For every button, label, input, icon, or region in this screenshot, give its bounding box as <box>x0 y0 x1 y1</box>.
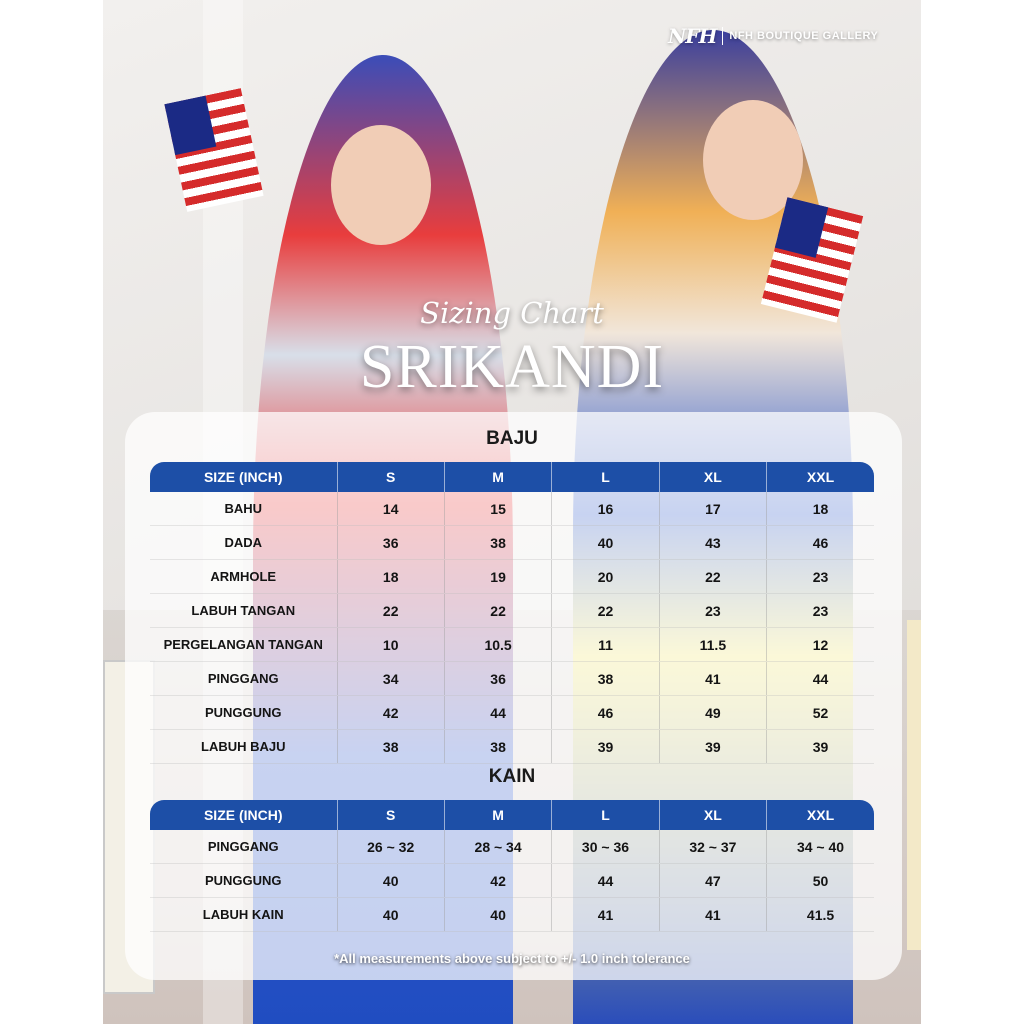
brand-watermark <box>668 24 878 48</box>
size-value: 41 <box>659 662 766 696</box>
table-row <box>150 594 874 628</box>
size-value: 42 <box>444 864 551 898</box>
size-value: 22 <box>337 594 444 628</box>
table-row <box>150 662 874 696</box>
size-value: 18 <box>337 560 444 594</box>
table-row <box>150 730 874 764</box>
size-value: 43 <box>659 526 766 560</box>
kain-header-row <box>150 800 874 830</box>
size-value: 44 <box>444 696 551 730</box>
row-label: PUNGGUNG <box>150 696 337 730</box>
header-l: L <box>552 462 659 492</box>
size-value: 47 <box>659 864 766 898</box>
size-value: 40 <box>337 898 444 932</box>
size-value: 11.5 <box>659 628 766 662</box>
size-value: 22 <box>659 560 766 594</box>
size-value: 22 <box>552 594 659 628</box>
size-value: 23 <box>767 594 874 628</box>
baju-header-row <box>150 462 874 492</box>
row-label: LABUH TANGAN <box>150 594 337 628</box>
size-value: 44 <box>767 662 874 696</box>
brand-logo: NFH <box>668 24 717 48</box>
row-label: PERGELANGAN TANGAN <box>150 628 337 662</box>
header-xl: XL <box>659 800 766 830</box>
size-value: 26 ~ 32 <box>337 830 444 864</box>
header-xxl: XXL <box>767 462 874 492</box>
row-label: PUNGGUNG <box>150 864 337 898</box>
size-value: 38 <box>444 730 551 764</box>
size-value: 38 <box>552 662 659 696</box>
row-label: LABUH BAJU <box>150 730 337 764</box>
size-value: 10 <box>337 628 444 662</box>
size-value: 22 <box>444 594 551 628</box>
size-value: 36 <box>444 662 551 696</box>
brand-divider <box>722 27 723 45</box>
size-value: 41 <box>552 898 659 932</box>
header-xxl: XXL <box>767 800 874 830</box>
size-value: 40 <box>337 864 444 898</box>
header-size-label: SIZE (INCH) <box>150 800 337 830</box>
header-s: S <box>337 800 444 830</box>
size-value: 14 <box>337 492 444 526</box>
size-value: 39 <box>552 730 659 764</box>
table-row <box>150 526 874 560</box>
size-value: 40 <box>552 526 659 560</box>
kain-size-table <box>150 800 874 932</box>
header-xl: XL <box>659 462 766 492</box>
size-value: 11 <box>552 628 659 662</box>
size-value: 44 <box>552 864 659 898</box>
size-value: 39 <box>659 730 766 764</box>
size-value: 30 ~ 36 <box>552 830 659 864</box>
row-label: LABUH KAIN <box>150 898 337 932</box>
size-value: 41.5 <box>767 898 874 932</box>
size-value: 36 <box>337 526 444 560</box>
size-value: 49 <box>659 696 766 730</box>
kain-heading: KAIN <box>488 766 536 787</box>
size-value: 34 <box>337 662 444 696</box>
size-value: 46 <box>767 526 874 560</box>
size-value: 32 ~ 37 <box>659 830 766 864</box>
table-row <box>150 628 874 662</box>
chart-title: SRIKANDI <box>359 333 665 401</box>
model-left-face <box>331 125 431 245</box>
header-l: L <box>552 800 659 830</box>
baju-heading: BAJU <box>486 428 538 449</box>
table-row <box>150 830 874 864</box>
size-value: 38 <box>337 730 444 764</box>
row-label: DADA <box>150 526 337 560</box>
header-m: M <box>444 800 551 830</box>
size-value: 38 <box>444 526 551 560</box>
size-value: 15 <box>444 492 551 526</box>
size-value: 17 <box>659 492 766 526</box>
row-label: BAHU <box>150 492 337 526</box>
size-value: 34 ~ 40 <box>767 830 874 864</box>
size-value: 23 <box>767 560 874 594</box>
row-label: PINGGANG <box>150 830 337 864</box>
size-value: 18 <box>767 492 874 526</box>
size-value: 39 <box>767 730 874 764</box>
size-value: 16 <box>552 492 659 526</box>
row-label: PINGGANG <box>150 662 337 696</box>
table-row <box>150 898 874 932</box>
size-value: 10.5 <box>444 628 551 662</box>
size-value: 42 <box>337 696 444 730</box>
brand-name: NFH BOUTIQUE GALLERY <box>729 30 879 42</box>
header-size-label: SIZE (INCH) <box>150 462 337 492</box>
table-row <box>150 560 874 594</box>
chart-subtitle: Sizing Chart <box>420 296 604 330</box>
header-m: M <box>444 462 551 492</box>
table-row <box>150 864 874 898</box>
tolerance-note: *All measurements above subject to +/- 1.0 inch tolerance <box>334 951 690 966</box>
size-value: 46 <box>552 696 659 730</box>
header-s: S <box>337 462 444 492</box>
baju-size-table <box>150 462 874 764</box>
table-row <box>150 492 874 526</box>
size-value: 41 <box>659 898 766 932</box>
size-value: 12 <box>767 628 874 662</box>
size-value: 52 <box>767 696 874 730</box>
size-value: 19 <box>444 560 551 594</box>
size-value: 28 ~ 34 <box>444 830 551 864</box>
table-row <box>150 696 874 730</box>
size-value: 20 <box>552 560 659 594</box>
size-value: 40 <box>444 898 551 932</box>
size-value: 23 <box>659 594 766 628</box>
size-value: 50 <box>767 864 874 898</box>
row-label: ARMHOLE <box>150 560 337 594</box>
